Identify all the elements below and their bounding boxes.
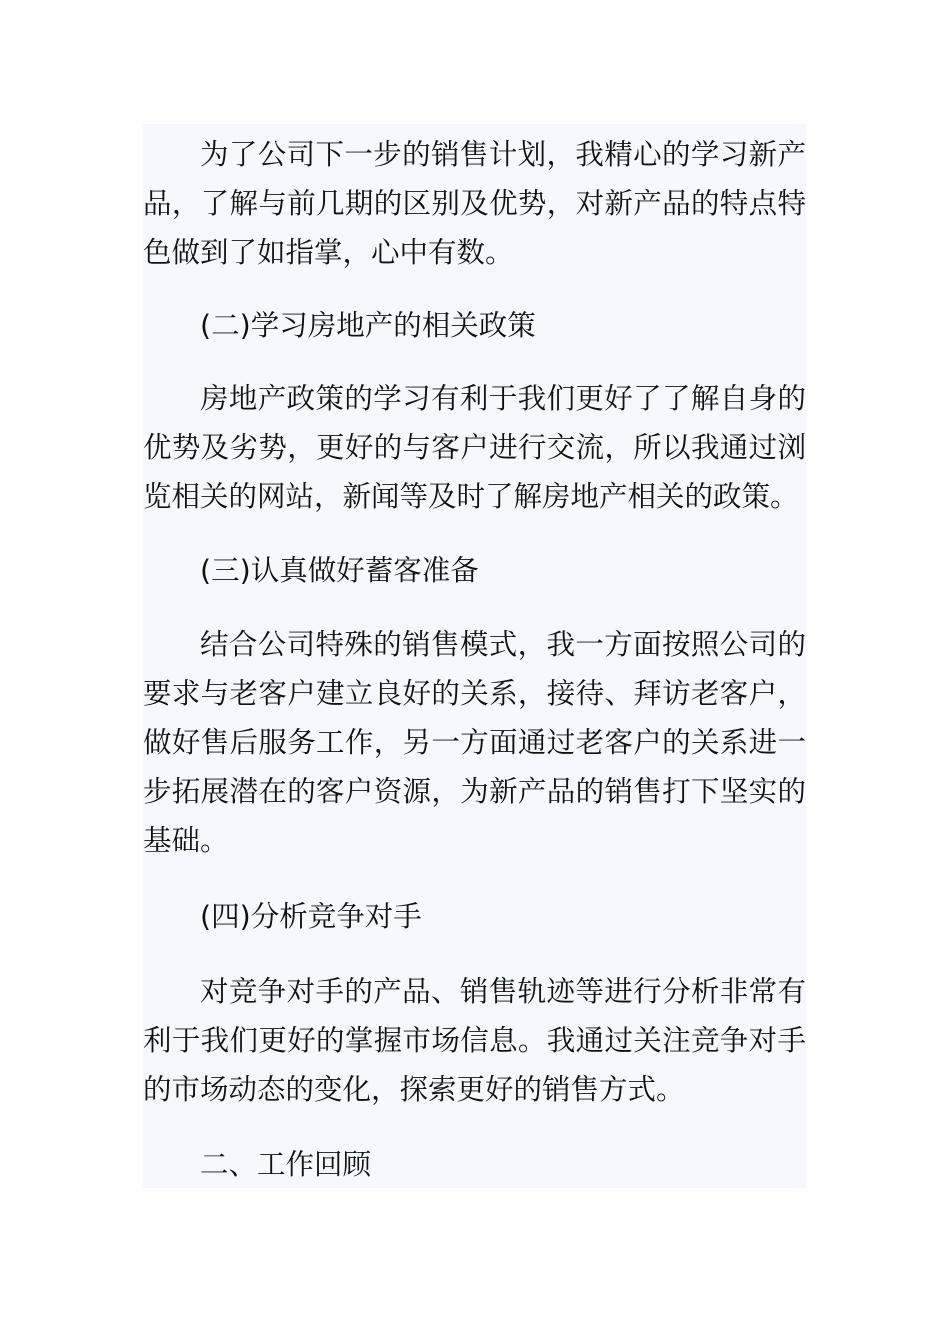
heading-real-estate-policy: (二)学习房地产的相关政策 xyxy=(200,309,536,342)
paragraph-policy-study: 房地产政策的学习有利于我们更好了了解自身的优势及劣势，更好的与客户进行交流，所以我通过浏览相关的网站，新闻等及时了解房地产相关的政策。 xyxy=(143,382,806,513)
heading-customer-preparation: (三)认真做好蓄客准备 xyxy=(200,554,479,587)
paragraph-new-product-study: 为了公司下一步的销售计划，我精心的学习新产品，了解与前几期的区别及优势，对新产品的特点特色做到了如指掌，心中有数。 xyxy=(143,138,806,269)
heading-work-review: 二、工作回顾 xyxy=(200,1148,372,1181)
heading-competitor-analysis: (四)分析竞争对手 xyxy=(200,900,422,933)
document-body xyxy=(143,124,806,1188)
paragraph-competitor-analysis: 对竞争对手的产品、销售轨迹等进行分析非常有利于我们更好的掌握市场信息。我通过关注竞争对手的市场动态的变化，探索更好的销售方式。 xyxy=(143,975,806,1106)
paragraph-customer-relations: 结合公司特殊的销售模式，我一方面按照公司的要求与老客户建立良好的关系，接待、拜访老客户，做好售后服务工作，另一方面通过老客户的关系进一步拓展潜在的客户资源，为新产品的销售打下坚实的基础。 xyxy=(143,628,806,857)
